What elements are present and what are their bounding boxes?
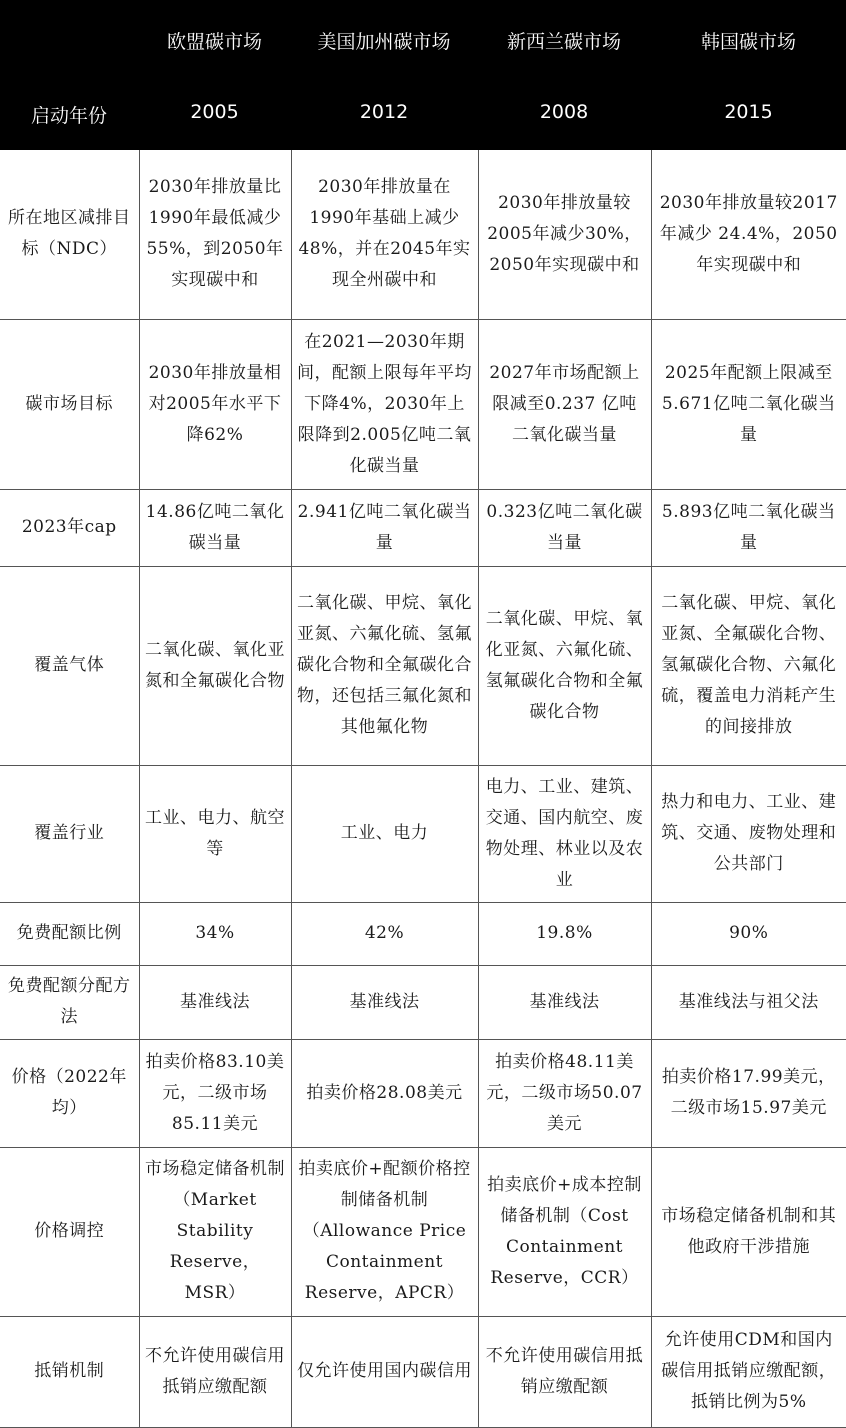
cell-cap-korea: 5.893亿吨二氧化碳当量: [651, 489, 846, 566]
cell-ndc-eu: 2030年排放量比1990年最低减少55%，到2050年实现碳中和: [139, 150, 291, 319]
cell-allocation-new-zealand: 基准线法: [478, 965, 651, 1039]
cell-free-ratio-california: 42%: [291, 902, 478, 965]
cell-price-control-korea: 市场稳定储备机制和其他政府干涉措施: [651, 1147, 846, 1316]
table-row-cap-2023: [0, 489, 846, 566]
cell-gases-eu: 二氧化碳、氧化亚氮和全氟碳化合物: [139, 566, 291, 765]
cell-sectors-korea: 热力和电力、工业、建筑、交通、废物处理和公共部门: [651, 765, 846, 902]
cell-target-california: 在2021—2030年期间，配额上限每年平均下降4%，2030年上限降到2.005亿吨二氧化碳当量: [291, 319, 478, 489]
cell-offset-eu: 不允许使用碳信用抵销应缴配额: [139, 1316, 291, 1427]
table-row-price-control: [0, 1147, 846, 1316]
table-header: [0, 0, 846, 150]
row-label-gases: 覆盖气体: [0, 566, 139, 765]
row-label-price-control: 价格调控: [0, 1147, 139, 1316]
table-row-allocation-method: [0, 965, 846, 1039]
row-label-price: 价格（2022年均）: [0, 1039, 139, 1147]
cell-price-control-new-zealand: 拍卖底价+成本控制储备机制（Cost Containment Reserve，CCR）: [478, 1147, 651, 1316]
launch-year-new-zealand: 2008: [539, 101, 589, 123]
market-name-korea: 韩国碳市场: [700, 31, 796, 53]
table-row-gases: [0, 566, 846, 765]
cell-target-eu: 2030年排放量相对2005年水平下降62%: [139, 319, 291, 489]
header-corner-label: 启动年份: [30, 105, 107, 127]
carbon-market-comparison-table: [0, 150, 846, 1428]
cell-free-ratio-new-zealand: 19.8%: [478, 902, 651, 965]
cell-ndc-california: 2030年排放量在1990年基础上减少48%，并在2045年实现全州碳中和: [291, 150, 478, 319]
table-row-sectors: [0, 765, 846, 902]
cell-cap-california: 2.941亿吨二氧化碳当量: [291, 489, 478, 566]
cell-price-new-zealand: 拍卖价格48.11美元，二级市场50.07美元: [478, 1039, 651, 1147]
cell-gases-new-zealand: 二氧化碳、甲烷、氧化亚氮、六氟化硫、氢氟碳化合物和全氟碳化合物: [478, 566, 651, 765]
row-label-market-target: 碳市场目标: [0, 319, 139, 489]
cell-offset-new-zealand: 不允许使用碳信用抵销应缴配额: [478, 1316, 651, 1427]
row-label-ndc: 所在地区减排目标（NDC）: [0, 150, 139, 319]
row-label-cap-2023: 2023年cap: [0, 489, 139, 566]
table-row-market-target: [0, 319, 846, 489]
cell-price-control-california: 拍卖底价+配额价格控制储备机制（Allowance Price Containment Reserve，APCR）: [291, 1147, 478, 1316]
cell-free-ratio-eu: 34%: [139, 902, 291, 965]
cell-gases-korea: 二氧化碳、甲烷、氧化亚氮、全氟碳化合物、氢氟碳化合物、六氟化硫，覆盖电力消耗产生的间接排放: [651, 566, 846, 765]
market-name-new-zealand: 新西兰碳市场: [506, 31, 621, 53]
launch-year-california: 2012: [359, 101, 409, 123]
cell-ndc-korea: 2030年排放量较2017年减少 24.4%，2050年实现碳中和: [651, 150, 846, 319]
launch-year-eu: 2005: [190, 101, 239, 123]
cell-free-ratio-korea: 90%: [651, 902, 846, 965]
cell-price-korea: 拍卖价格17.99美元，二级市场15.97美元: [651, 1039, 846, 1147]
cell-offset-korea: 允许使用CDM和国内碳信用抵销应缴配额，抵销比例为5%: [651, 1316, 846, 1427]
row-label-offset: 抵销机制: [0, 1316, 139, 1427]
cell-allocation-california: 基准线法: [291, 965, 478, 1039]
launch-year-korea: 2015: [724, 101, 773, 123]
table-row-price: [0, 1039, 846, 1147]
market-name-eu: 欧盟碳市场: [166, 31, 262, 53]
cell-ndc-new-zealand: 2030年排放量较2005年减少30%，2050年实现碳中和: [478, 150, 651, 319]
market-name-california: 美国加州碳市场: [317, 31, 451, 53]
table-row-ndc: [0, 150, 846, 319]
cell-cap-eu: 14.86亿吨二氧化碳当量: [139, 489, 291, 566]
cell-sectors-eu: 工业、电力、航空等: [139, 765, 291, 902]
cell-price-control-eu: 市场稳定储备机制（Market Stability Reserve，MSR）: [139, 1147, 291, 1316]
row-label-sectors: 覆盖行业: [0, 765, 139, 902]
cell-allocation-eu: 基准线法: [139, 965, 291, 1039]
table-row-offset: [0, 1316, 846, 1427]
table-row-free-ratio: [0, 902, 846, 965]
row-label-allocation-method: 免费配额分配方法: [0, 965, 139, 1039]
cell-gases-california: 二氧化碳、甲烷、氧化亚氮、六氟化硫、氢氟碳化合物和全氟碳化合物，还包括三氟化氮和其他氟化物: [291, 566, 478, 765]
cell-offset-california: 仅允许使用国内碳信用: [291, 1316, 478, 1427]
cell-sectors-california: 工业、电力: [291, 765, 478, 902]
cell-sectors-new-zealand: 电力、工业、建筑、交通、国内航空、废物处理、林业以及农业: [478, 765, 651, 902]
cell-price-california: 拍卖价格28.08美元: [291, 1039, 478, 1147]
cell-target-korea: 2025年配额上限减至5.671亿吨二氧化碳当量: [651, 319, 846, 489]
cell-target-new-zealand: 2027年市场配额上限减至0.237 亿吨二氧化碳当量: [478, 319, 651, 489]
cell-price-eu: 拍卖价格83.10美元，二级市场85.11美元: [139, 1039, 291, 1147]
row-label-free-ratio: 免费配额比例: [0, 902, 139, 965]
cell-allocation-korea: 基准线法与祖父法: [651, 965, 846, 1039]
cell-cap-new-zealand: 0.323亿吨二氧化碳当量: [478, 489, 651, 566]
